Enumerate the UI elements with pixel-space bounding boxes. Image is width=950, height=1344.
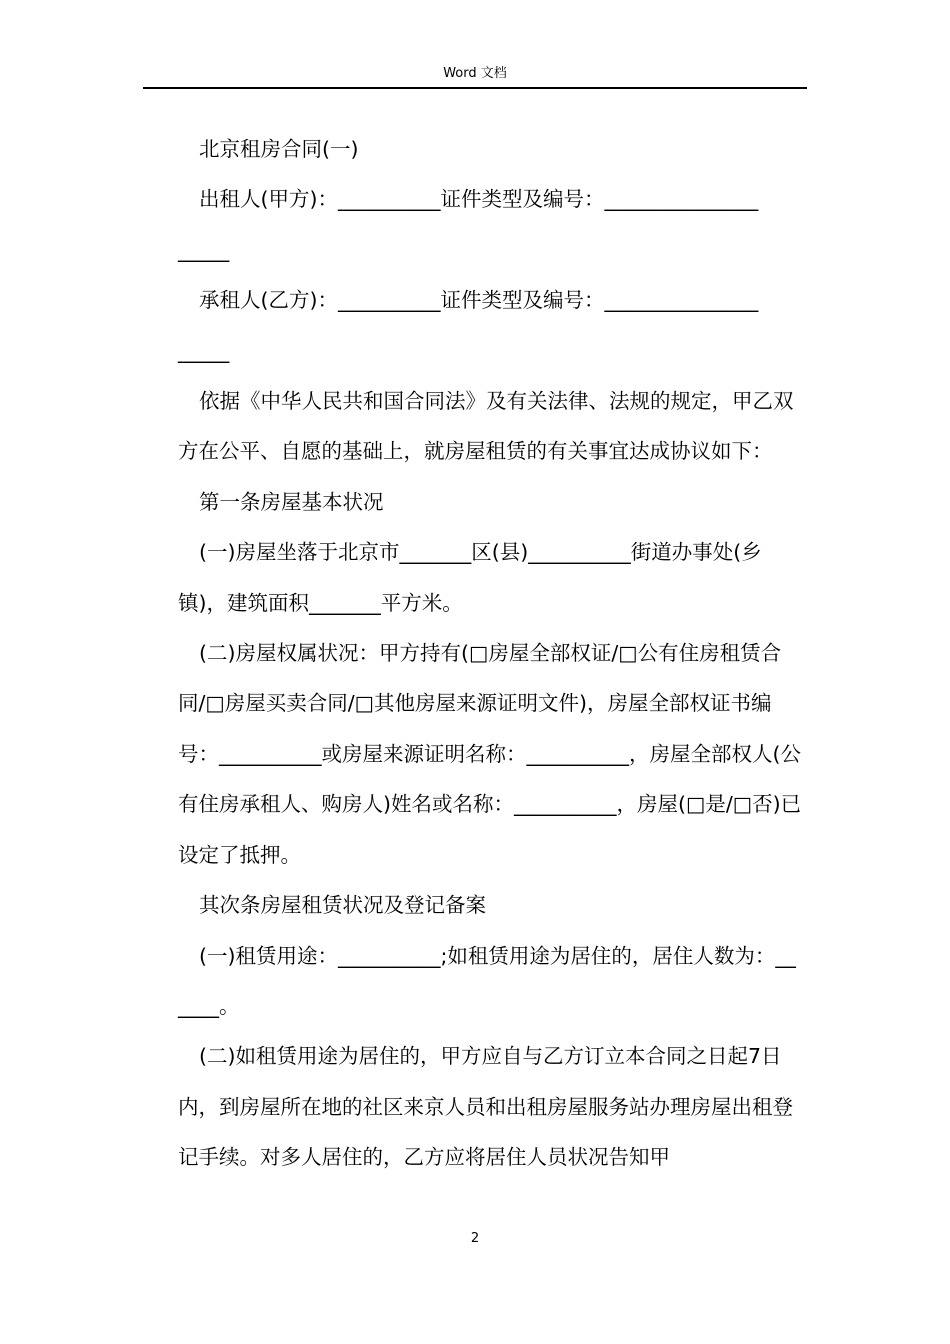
article-2-clause-2: (二)如租赁用途为居住的，甲方应自与乙方订立本合同之日起7日内，到房屋所在地的社区来京人员和出租房屋服务站办理房屋出租登记手续。对多人居住的，乙方应将居住人员状况告知甲	[178, 1044, 793, 1170]
contract-title: 北京租房合同(一)	[199, 137, 359, 161]
article-2-clause-1: (一)租赁用途：__________;如租赁用途为居住的，居住人数为：______。	[178, 943, 796, 1018]
article-1-clause-2: (二)房屋权属状况：甲方持有(□房屋全部权证/□公有住房租赁合同/□房屋买卖合同/□其他房屋来源证明文件)，房屋全部权证书编号：__________或房屋来源证明名称：__________，房屋全部权人(公有住房承租人、购房人)姓名或名称：__________，房屋(□是/□否)已设定了抵押。	[178, 641, 802, 867]
article-1-heading: 第一条房屋基本状况	[199, 489, 384, 514]
lessor-line: 出租人(甲方)：__________证件类型及编号：_______________	[199, 187, 759, 212]
lessee-line: 承租人(乙方)：__________证件类型及编号：_______________	[199, 288, 759, 313]
article-1-clause-1: (一)房屋坐落于北京市_______区(县)__________街道办事处(乡镇)，建筑面积_______平方米。	[178, 540, 762, 615]
lessee-line-continuation: _____	[178, 338, 230, 363]
header-divider	[143, 87, 807, 89]
header-title: Word 文档	[443, 66, 507, 81]
page-number: 2	[470, 1231, 480, 1246]
article-2-heading: 其次条房屋租赁状况及登记备案	[199, 893, 486, 918]
preamble-paragraph: 依据《中华人民共和国合同法》及有关法律、法规的规定，甲乙双方在公平、自愿的基础上，就房屋租赁的有关事宜达成协议如下：	[178, 389, 794, 464]
document-body	[178, 124, 806, 1183]
lessor-line-continuation: _____	[178, 237, 230, 262]
